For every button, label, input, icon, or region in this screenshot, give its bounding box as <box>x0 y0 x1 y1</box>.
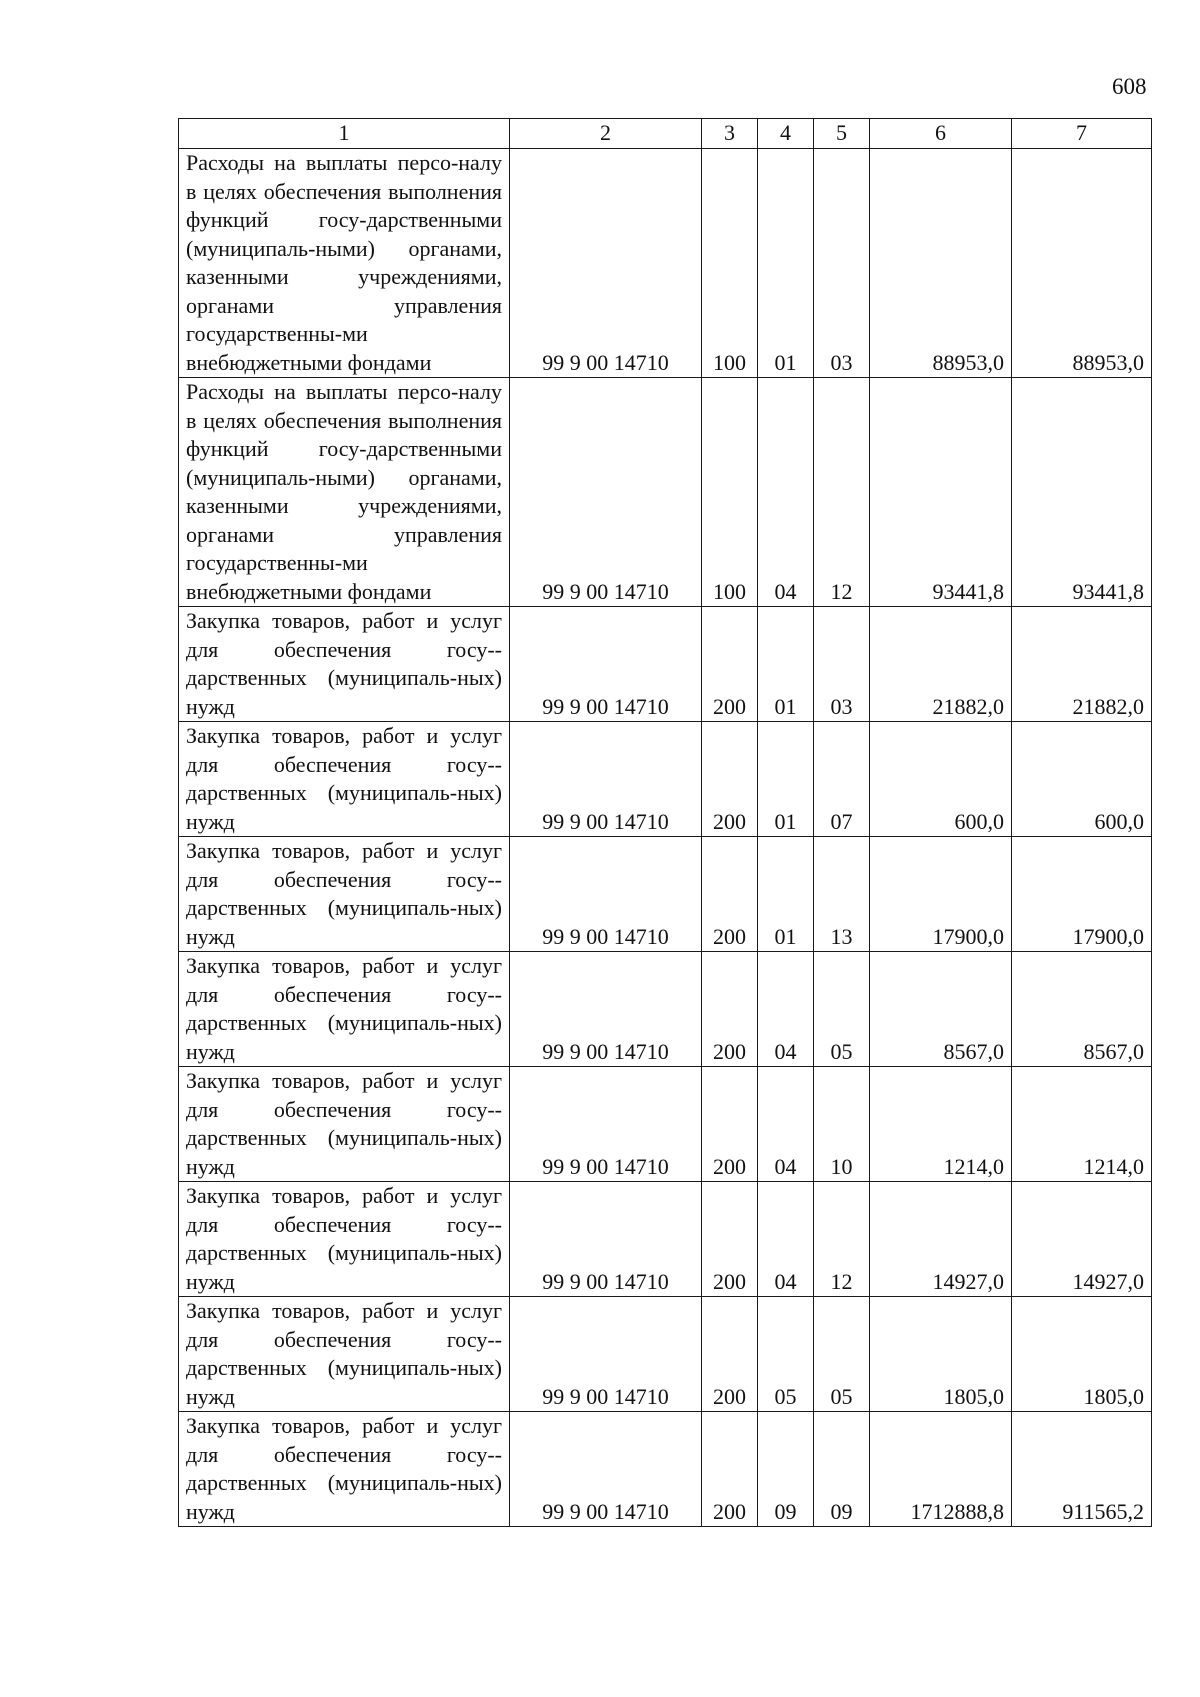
table-row <box>179 952 1152 1067</box>
subsection-cell: 12 <box>814 378 870 607</box>
section-cell: 05 <box>758 1297 814 1412</box>
expense-type-cell: 200 <box>702 1067 758 1182</box>
target-code-cell: 99 9 00 14710 <box>510 952 702 1067</box>
target-code-cell: 99 9 00 14710 <box>510 149 702 378</box>
target-code-cell: 99 9 00 14710 <box>510 1067 702 1182</box>
amount-col6-cell: 1214,0 <box>870 1067 1012 1182</box>
table-row <box>179 149 1152 378</box>
header-col-4: 4 <box>758 119 814 149</box>
header-col-6: 6 <box>870 119 1012 149</box>
amount-col6-cell: 1712888,8 <box>870 1412 1012 1527</box>
expense-name-cell: Закупка товаров, работ и услуг для обеспечения госу-дарственных (муниципаль-ных) нужд <box>179 722 510 837</box>
target-code-cell: 99 9 00 14710 <box>510 607 702 722</box>
section-cell: 09 <box>758 1412 814 1527</box>
header-row <box>179 119 1152 149</box>
expense-name-cell: Закупка товаров, работ и услуг для обеспечения госу-дарственных (муниципаль-ных) нужд <box>179 1297 510 1412</box>
amount-col7-cell: 1805,0 <box>1012 1297 1152 1412</box>
subsection-cell: 12 <box>814 1182 870 1297</box>
amount-col6-cell: 17900,0 <box>870 837 1012 952</box>
section-cell: 04 <box>758 952 814 1067</box>
section-cell: 04 <box>758 1182 814 1297</box>
table-body <box>179 149 1152 1527</box>
expense-name-cell: Расходы на выплаты персо-налу в целях обеспечения выполнения функций госу-дарственными (муниципаль-ными) органами, казенными учреждениями, органами управления государственны-ми внебюджетными фондами <box>179 149 510 378</box>
amount-col7-cell: 17900,0 <box>1012 837 1152 952</box>
table-row <box>179 837 1152 952</box>
expense-type-cell: 200 <box>702 837 758 952</box>
amount-col7-cell: 8567,0 <box>1012 952 1152 1067</box>
section-cell: 01 <box>758 837 814 952</box>
expense-name-cell: Закупка товаров, работ и услуг для обеспечения госу-дарственных (муниципаль-ных) нужд <box>179 837 510 952</box>
expense-name-cell: Закупка товаров, работ и услуг для обеспечения госу-дарственных (муниципаль-ных) нужд <box>179 952 510 1067</box>
header-col-2: 2 <box>510 119 702 149</box>
amount-col7-cell: 93441,8 <box>1012 378 1152 607</box>
expense-type-cell: 200 <box>702 1412 758 1527</box>
section-cell: 04 <box>758 1067 814 1182</box>
header-col-3: 3 <box>702 119 758 149</box>
target-code-cell: 99 9 00 14710 <box>510 722 702 837</box>
header-col-5: 5 <box>814 119 870 149</box>
subsection-cell: 13 <box>814 837 870 952</box>
header-col-1: 1 <box>179 119 510 149</box>
section-cell: 01 <box>758 722 814 837</box>
table-row <box>179 722 1152 837</box>
subsection-cell: 07 <box>814 722 870 837</box>
table-row <box>179 1182 1152 1297</box>
expense-type-cell: 200 <box>702 607 758 722</box>
subsection-cell: 05 <box>814 1297 870 1412</box>
amount-col6-cell: 93441,8 <box>870 378 1012 607</box>
target-code-cell: 99 9 00 14710 <box>510 837 702 952</box>
section-cell: 01 <box>758 149 814 378</box>
amount-col6-cell: 14927,0 <box>870 1182 1012 1297</box>
expense-type-cell: 200 <box>702 722 758 837</box>
expense-name-cell: Закупка товаров, работ и услуг для обеспечения госу-дарственных (муниципаль-ных) нужд <box>179 607 510 722</box>
expense-type-cell: 200 <box>702 1182 758 1297</box>
amount-col7-cell: 14927,0 <box>1012 1182 1152 1297</box>
amount-col7-cell: 1214,0 <box>1012 1067 1152 1182</box>
target-code-cell: 99 9 00 14710 <box>510 378 702 607</box>
amount-col7-cell: 88953,0 <box>1012 149 1152 378</box>
page-number: 608 <box>1112 74 1147 99</box>
expense-name-cell: Закупка товаров, работ и услуг для обеспечения госу-дарственных (муниципаль-ных) нужд <box>179 1067 510 1182</box>
target-code-cell: 99 9 00 14710 <box>510 1412 702 1527</box>
section-cell: 04 <box>758 378 814 607</box>
section-cell: 01 <box>758 607 814 722</box>
subsection-cell: 09 <box>814 1412 870 1527</box>
amount-col6-cell: 1805,0 <box>870 1297 1012 1412</box>
table-row <box>179 1297 1152 1412</box>
subsection-cell: 10 <box>814 1067 870 1182</box>
expense-type-cell: 200 <box>702 952 758 1067</box>
amount-col6-cell: 88953,0 <box>870 149 1012 378</box>
amount-col6-cell: 600,0 <box>870 722 1012 837</box>
expense-type-cell: 100 <box>702 149 758 378</box>
expense-type-cell: 200 <box>702 1297 758 1412</box>
expense-name-cell: Расходы на выплаты персо-налу в целях обеспечения выполнения функций госу-дарственными (муниципаль-ными) органами, казенными учреждениями, органами управления государственны-ми внебюджетными фондами <box>179 378 510 607</box>
amount-col7-cell: 600,0 <box>1012 722 1152 837</box>
target-code-cell: 99 9 00 14710 <box>510 1182 702 1297</box>
table-row <box>179 1412 1152 1527</box>
amount-col6-cell: 21882,0 <box>870 607 1012 722</box>
target-code-cell: 99 9 00 14710 <box>510 1297 702 1412</box>
amount-col6-cell: 8567,0 <box>870 952 1012 1067</box>
table-row <box>179 607 1152 722</box>
amount-col7-cell: 21882,0 <box>1012 607 1152 722</box>
subsection-cell: 03 <box>814 607 870 722</box>
table-row <box>179 378 1152 607</box>
expense-type-cell: 100 <box>702 378 758 607</box>
subsection-cell: 03 <box>814 149 870 378</box>
header-col-7: 7 <box>1012 119 1152 149</box>
subsection-cell: 05 <box>814 952 870 1067</box>
budget-table <box>178 118 1152 1527</box>
table-header <box>179 119 1152 149</box>
table-row <box>179 1067 1152 1182</box>
expense-name-cell: Закупка товаров, работ и услуг для обеспечения госу-дарственных (муниципаль-ных) нужд <box>179 1182 510 1297</box>
amount-col7-cell: 911565,2 <box>1012 1412 1152 1527</box>
expense-name-cell: Закупка товаров, работ и услуг для обеспечения госу-дарственных (муниципаль-ных) нужд <box>179 1412 510 1527</box>
